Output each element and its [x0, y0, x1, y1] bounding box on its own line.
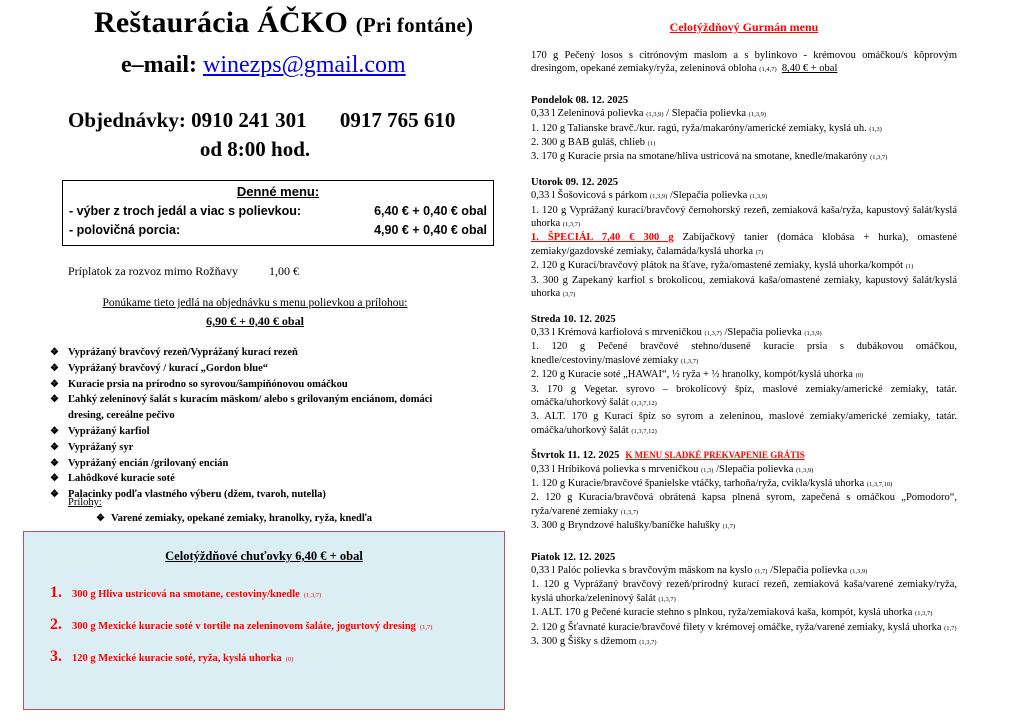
- allergen-codes: (1,3,9): [650, 193, 668, 201]
- meal-line: [531, 491, 957, 519]
- list-item: [50, 424, 470, 440]
- left-column: [0, 0, 510, 724]
- snack-text: 300 g Mexické kuracie soté v tortile na zeleninovom šaláte, jogurtový dresing: [72, 621, 416, 632]
- soup-text: 0,33 l Zeleninová polievka: [531, 108, 644, 120]
- allergen-codes: (1,3,7): [620, 508, 639, 516]
- meal-line: [531, 578, 957, 606]
- delivery-surcharge: [68, 264, 299, 279]
- meal-text: 1. 120 g Talianske bravč./kur. ragú, ryža/makaróny/americké zemiaky, kyslá uh.: [531, 122, 867, 134]
- weekly-snack-item: [50, 616, 432, 634]
- gourmet-menu-item: [531, 49, 957, 77]
- allergen-codes: (1): [905, 263, 914, 271]
- gourmet-price: 8,40 € + obal: [781, 63, 838, 75]
- allergen-codes: (1,3,7,10): [866, 480, 893, 488]
- day-menu-tuesday: [531, 176, 957, 302]
- meal-line: [531, 519, 957, 533]
- list-item: [50, 377, 470, 393]
- meal-text: 2. 300 g BAB guláš, chlieb: [531, 137, 646, 149]
- meal-line: [531, 368, 957, 382]
- allergen-codes: (1,3): [701, 466, 714, 474]
- meal-text: 3. 170 g Kuracie prsia na smotane/hliva ustricová na smotane, knedle/makaróny: [531, 151, 868, 163]
- dish-name: Ľahký zeleninový šalát s kuracím mäskom/ alebo s grilovaným enciánom, domáci dresing, cereálne pečivo: [68, 394, 433, 422]
- meal-line: [531, 274, 957, 302]
- meal-line: [531, 635, 957, 649]
- meal-line: [531, 136, 957, 150]
- allergen-codes: (1,3,7): [303, 592, 322, 599]
- meal-text: 1. 120 g Pečené bravčové stehno/dusené kuracie prsia s dubákovou omáčkou, knedle/cestoviny/maslové zemiaky: [531, 341, 957, 366]
- soup-line: [531, 189, 957, 203]
- meal-line: [531, 410, 957, 438]
- surcharge-price: 1,00 €: [268, 264, 299, 278]
- day-heading: Piatok 12. 12. 2025: [531, 551, 616, 563]
- meal-text: 3. 170 g Vegetar. syrovo – brokolicový špíz, maslové zemiaky/americké zemiaky, tatár. omáčka/uhorkový šalát: [531, 383, 957, 408]
- day-menu-wednesday: [531, 313, 957, 439]
- weekly-snack-item: [50, 584, 321, 602]
- meal-text: 3. 300 g Bryndzové halušky/baníčke halušky: [531, 520, 720, 532]
- meal-text: 1. ALT. 170 g Pečené kuracie stehno s plnkou, ryža/zemiaková kaša, kompót, kyslá uhorka: [531, 607, 913, 619]
- list-item: [50, 361, 470, 377]
- diamond-bullet-icon: ❖: [50, 362, 59, 374]
- gourmet-text: 170 g Pečený losos s citrónovým maslom a s bylinkovo - krémovou omáčkou/s kôprovým dresingom, opekané zemiaky/ryža, zeleninová obloha: [531, 50, 957, 75]
- soup-text: 0,33 l Palóc polievka s bravčovým mäskom na kyslo: [531, 565, 753, 576]
- allergen-codes: (1,3): [869, 125, 882, 133]
- special-meal-line: [531, 231, 957, 259]
- gourmet-menu-title: Celotýždňový Gurmán menu: [669, 20, 819, 34]
- soup-text: /Slepačia polievka: [767, 565, 848, 576]
- allergen-codes: (1,7): [419, 624, 433, 631]
- day-menu-thursday: [531, 449, 957, 533]
- meal-text: 3. 300 g Šišky s džemom: [531, 636, 637, 648]
- meal-text: 1. 120 g Vyprážaný kurací/bravčový černohorský rezeň, zemiaková kaša/ryža, kapustový šalát/kyslá uhorka: [531, 204, 957, 230]
- day-heading-text: Štvrtok 11. 12. 2025: [531, 450, 620, 462]
- meal-line: [531, 477, 957, 491]
- soup-text: /Slepačia polievka: [713, 463, 794, 475]
- allergen-codes: (1,3,7): [639, 639, 657, 647]
- soup-line: [531, 463, 957, 477]
- snack-number: 2.: [50, 616, 62, 633]
- email-line: [121, 52, 406, 79]
- diamond-bullet-icon: ❖: [50, 457, 59, 469]
- daily-menu-title: Denné menu:: [236, 184, 320, 199]
- daily-menu-box: [62, 180, 494, 246]
- soup-line: [531, 564, 957, 578]
- daily-menu-row-price: 4,90 € + 0,40 € obal: [374, 223, 487, 237]
- order-offer-price: 6,90 € + 0,40 € obal: [206, 314, 304, 328]
- email-link[interactable]: winezps@gmail.com: [202, 52, 406, 78]
- list-item: [50, 392, 470, 424]
- allergen-codes: (1,3,7): [704, 329, 722, 337]
- allergen-codes: (1,4,7): [759, 66, 777, 74]
- list-item: [50, 471, 470, 487]
- allergen-codes: (1,3,9): [804, 329, 822, 337]
- meal-line: [531, 383, 957, 411]
- allergen-codes: (1,3,7): [915, 610, 933, 618]
- day-heading: Streda 10. 12. 2025: [531, 313, 616, 325]
- dish-name: Palacinky podľa vlastného výberu (džem, tvaroh, nutella): [68, 489, 326, 501]
- snack-text: 120 g Mexické kuracie soté, ryža, kyslá uhorka: [72, 653, 282, 664]
- allergen-codes: (1,3,7): [870, 154, 888, 162]
- right-column: [531, 20, 957, 649]
- sides-label: Prílohy:: [68, 497, 102, 508]
- opening-hours: od 8:00 hod.: [199, 137, 311, 161]
- meal-text: 2. 120 g Šťavnaté kuracie/bravčové filety v krémovej omáčke, ryža/varené zemiaky, kyslá uhorka: [531, 621, 942, 633]
- special-label: 1. ŠPECIÁL 7,40 € 300 g: [531, 232, 674, 244]
- day-heading: Pondelok 08. 12. 2025: [531, 94, 629, 106]
- soup-text: /Slepačia polievka: [721, 326, 802, 338]
- diamond-bullet-icon: ❖: [50, 473, 59, 485]
- diamond-bullet-icon: ❖: [50, 394, 59, 406]
- surcharge-label: Príplatok za rozvoz mimo Rožňavy: [68, 264, 238, 278]
- diamond-bullet-icon: ❖: [50, 489, 59, 501]
- allergen-codes: (1,3,7,12): [631, 427, 657, 435]
- meal-text: 3. 300 g Zapekaný karfiol s brokolicou, zemiaková kaša/omastené zemiaky, kapustový šalát/kyslá uhorka: [531, 274, 957, 300]
- allergen-codes: (1,7): [754, 568, 768, 575]
- allergen-codes: (1,3,7): [680, 357, 699, 365]
- meal-text: 3. ALT. 170 g Kurací špíz so syrom a zeleninou, maslové zemiaky/americké zemiaky, tatár. omáčka/uhorkový šalát: [531, 411, 957, 436]
- day-heading: Utorok 09. 12. 2025: [531, 176, 619, 188]
- diamond-bullet-icon: ❖: [50, 378, 59, 390]
- list-item: [50, 487, 470, 503]
- orders-label: Objednávky:: [68, 108, 186, 132]
- sides-text: Varené zemiaky, opekané zemiaky, hranolky, ryža, knedľa: [110, 513, 372, 524]
- dish-name: Vyprážaný karfiol: [68, 425, 150, 437]
- dish-name: Vyprážaný syr: [68, 441, 134, 453]
- restaurant-name: Reštaurácia ÁČKO: [94, 6, 348, 39]
- allergen-codes: (1,3,9): [796, 466, 814, 474]
- weekly-snacks-title: Celotýždňové chuťovky 6,40 € + obal: [165, 549, 363, 563]
- meal-line: [531, 204, 957, 232]
- allergen-codes: (1,3,9): [749, 193, 768, 201]
- diamond-bullet-icon: ❖: [50, 425, 59, 437]
- allergen-codes: (0): [855, 372, 864, 380]
- meal-text: 2. 120 g Kuracie soté „HAWAI“, ½ ryža + ½ hranolky, kompót/kyslá uhorka: [531, 369, 853, 381]
- diamond-bullet-icon: ❖: [50, 347, 59, 358]
- restaurant-subtitle: (Pri fontáne): [355, 13, 474, 37]
- meal-text: 2. 120 g Kurací/bravčový plátok na šťave, ryža/omastené zemiaky, kyslá uhorka/kompót: [531, 260, 904, 272]
- meal-line: [531, 606, 957, 620]
- meal-line: [531, 259, 957, 273]
- meal-line: [531, 150, 957, 164]
- allergen-codes: (1,3,7,12): [631, 399, 657, 407]
- allergen-codes: (1,3,9): [646, 111, 664, 119]
- meal-line: [531, 340, 957, 368]
- daily-menu-row: [63, 204, 493, 218]
- allergen-codes: (1,3,9): [849, 568, 868, 575]
- snack-number: 1.: [50, 584, 62, 601]
- order-dish-list: [50, 345, 470, 503]
- orders-line: [68, 108, 455, 133]
- list-item: [50, 345, 470, 361]
- meal-text: Zabíjačkový tanier (domáca klobása + hurka), omastené zemiaky/gazdovské zemiaky, čalamáda/kyslá uhorka: [531, 232, 958, 257]
- order-offer-intro: Ponúkame tieto jedlá na objednávku s menu polievkou a prílohou:: [102, 297, 408, 309]
- weekly-snack-item: [50, 648, 293, 666]
- sides-item: [96, 513, 372, 524]
- diamond-bullet-icon: ❖: [96, 513, 105, 524]
- daily-menu-row-label: - výber z troch jedál a viac s polievkou:: [69, 204, 302, 218]
- allergen-codes: (7): [755, 248, 764, 256]
- soup-text: 0,33 l Šošovicová s párkom: [531, 190, 648, 202]
- meal-text: 2. 120 g Kuracia/bravčová obrátená kapsa plnená syrom, zapečená s omáčkou „Pomodoro“, ryža/varené zemiaky: [531, 492, 957, 517]
- snack-text: 300 g Hliva ustricová na smotane, cestoviny/knedle: [72, 589, 300, 600]
- soup-text: /Slepačia polievka: [667, 190, 748, 202]
- soup-text: 0,33 l Krémová karfiolová s mrveničkou: [531, 326, 702, 338]
- meal-text: 1. 120 g Kuracie/bravčové španielske vtáčky, tarhoňa/ryža, cvikla/kyslá uhorka: [531, 477, 865, 489]
- restaurant-title: [94, 6, 473, 40]
- allergen-codes: (0): [285, 656, 294, 663]
- dish-name: Lahôdkové kuracie soté: [68, 473, 175, 485]
- soup-text: 0,33 l Hríbiková polievka s mrveničkou: [531, 463, 699, 475]
- daily-menu-row: [63, 223, 493, 237]
- soup-text: / Slepačia polievka: [663, 108, 747, 120]
- meal-text: 1. 120 g Vyprážaný bravčový rezeň/prírodný kurací rezeň, zemiaková kaša/varené zemiaky/ryža, kyslá uhorka/zeleninový šalát: [531, 579, 957, 604]
- list-item: [50, 440, 470, 456]
- allergen-codes: (1,3,7): [562, 221, 581, 229]
- weekly-snacks-box: [23, 531, 505, 710]
- soup-line: [531, 107, 957, 121]
- allergen-codes: (1,7): [944, 624, 957, 632]
- day-heading: [531, 449, 957, 462]
- meal-line: [531, 122, 957, 136]
- allergen-codes: (1,3,9): [748, 111, 767, 119]
- free-dessert-note: K MENU SLADKÉ PREKVAPENIE GRÁTIS: [625, 450, 805, 461]
- snack-number: 3.: [50, 648, 62, 665]
- dish-name: Kuracie prsia na prírodno so syrovou/šampiňónovou omáčkou: [68, 378, 348, 390]
- dish-name: Vyprážaný bravčový / kurací „Gordon blue“: [68, 362, 269, 374]
- allergen-codes: (1): [647, 140, 656, 148]
- dish-name: Vyprážaný bravčový rezeň/Vyprážaný kurací rezeň: [68, 347, 298, 358]
- daily-menu-row-label: - polovičná porcia:: [69, 223, 181, 237]
- allergen-codes: (1,7): [722, 523, 736, 531]
- allergen-codes: (1,3,7): [658, 595, 676, 603]
- day-menu-monday: [531, 94, 957, 165]
- soup-line: [531, 326, 957, 340]
- diamond-bullet-icon: ❖: [50, 441, 59, 453]
- daily-menu-row-price: 6,40 € + 0,40 € obal: [374, 204, 487, 218]
- meal-line: [531, 621, 957, 635]
- email-label: e–mail:: [121, 52, 197, 78]
- day-menu-friday: [531, 551, 957, 650]
- list-item: [50, 456, 470, 472]
- phone-number-2: 0917 765 610: [339, 108, 456, 132]
- allergen-codes: (3,7): [562, 291, 576, 299]
- phone-number-1: 0910 241 301: [191, 108, 307, 132]
- dish-name: Vyprážaný encián /grilovaný encián: [68, 457, 229, 469]
